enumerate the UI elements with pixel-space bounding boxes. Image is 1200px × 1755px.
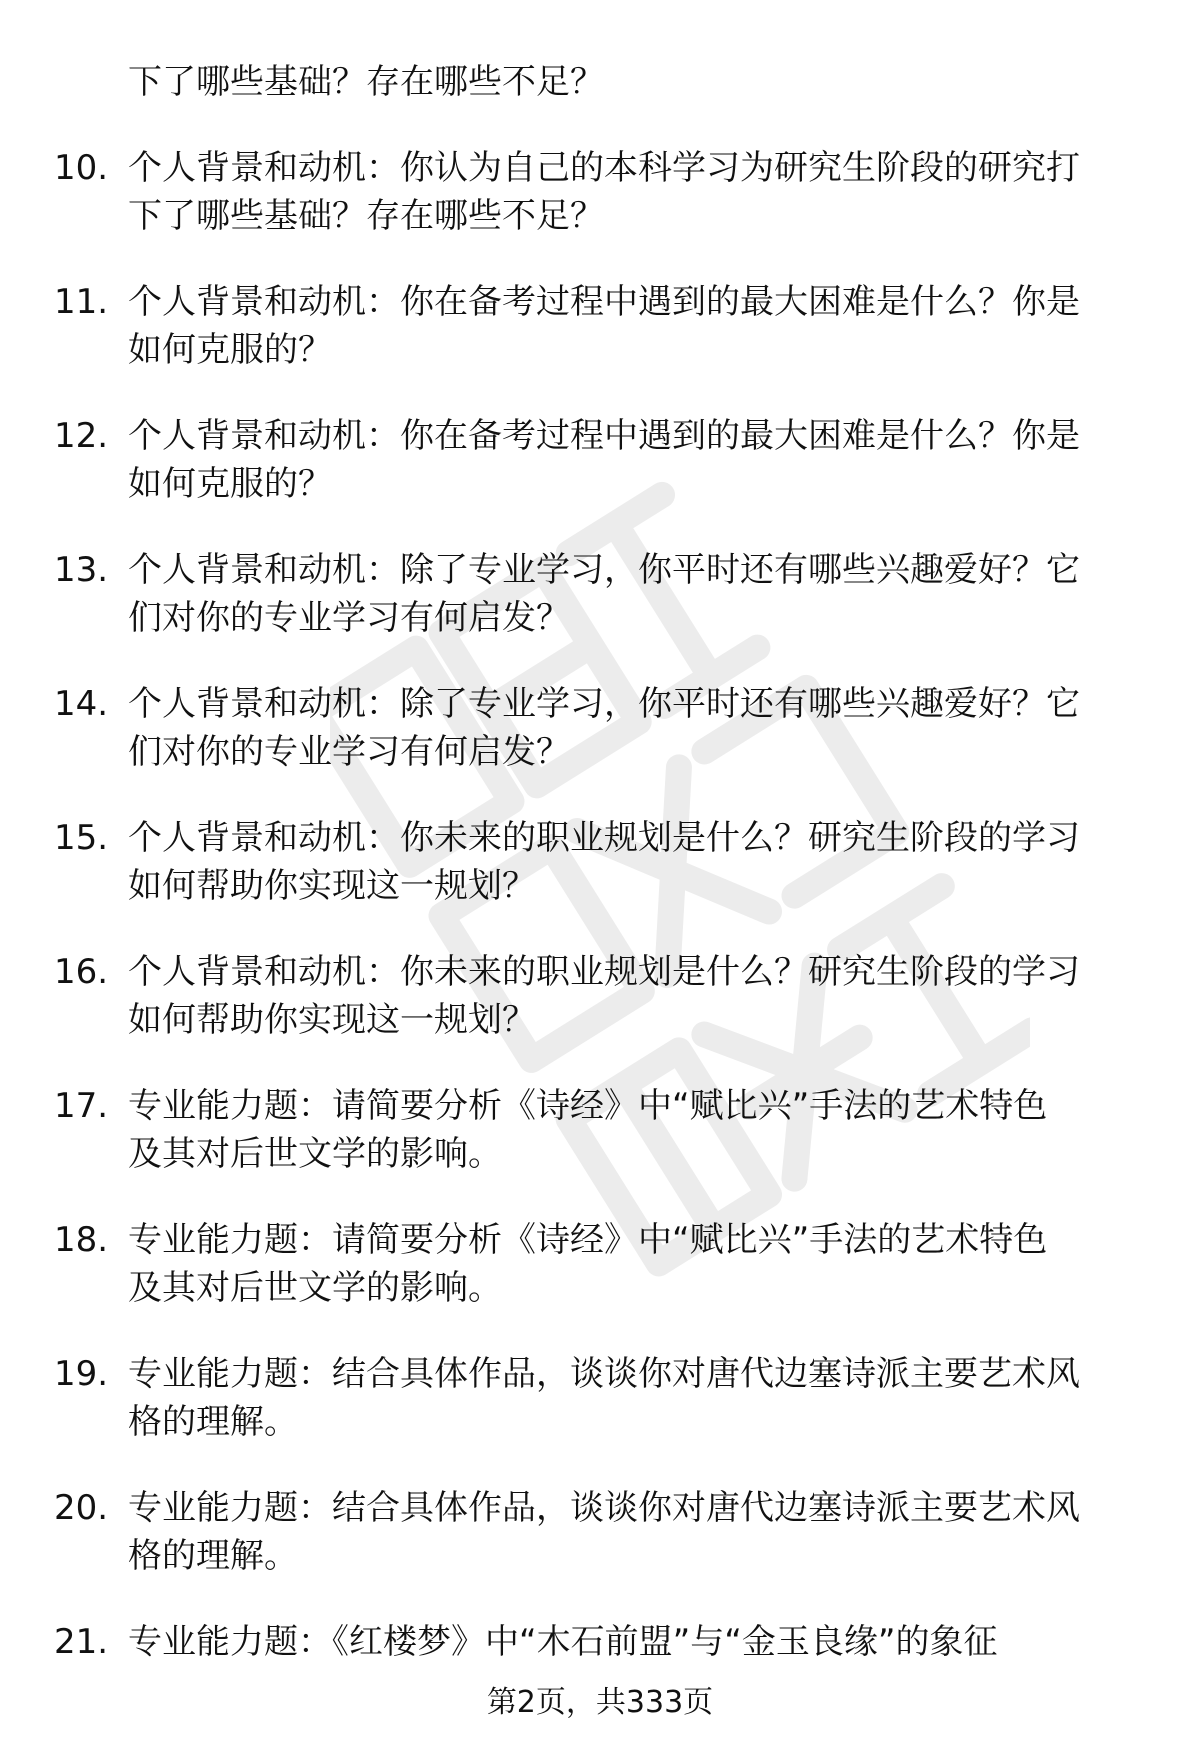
question-line: 个人背景和动机：你认为自己的本科学习为研究生阶段的研究打	[128, 148, 1080, 188]
question-line: 专业能力题：请简要分析《诗经》中“赋比兴”手法的艺术特色	[128, 1086, 1048, 1126]
question-text	[128, 1618, 1138, 1666]
question-number: 12.	[54, 416, 109, 456]
question-line: 个人背景和动机：除了专业学习，你平时还有哪些兴趣爱好？它	[128, 684, 1080, 724]
question-item-20	[0, 1484, 1200, 1580]
question-number: 10.	[54, 148, 109, 188]
question-line: 如何帮助你实现这一规划？	[128, 866, 536, 906]
question-number: 15.	[54, 818, 109, 858]
question-item-11	[0, 278, 1200, 374]
question-text	[128, 278, 1138, 374]
question-text	[128, 1350, 1138, 1446]
question-text	[128, 412, 1138, 508]
question-line: 专业能力题：结合具体作品，谈谈你对唐代边塞诗派主要艺术风	[128, 1354, 1080, 1394]
question-item-17	[0, 1082, 1200, 1178]
question-line: 们对你的专业学习有何启发？	[128, 598, 570, 638]
question-line: 格的理解。	[128, 1536, 298, 1576]
question-item-19	[0, 1350, 1200, 1446]
question-line: 如何克服的？	[128, 464, 332, 504]
question-line: 个人背景和动机：除了专业学习，你平时还有哪些兴趣爱好？它	[128, 550, 1080, 590]
question-text	[128, 680, 1138, 776]
question-line: 个人背景和动机：你未来的职业规划是什么？研究生阶段的学习	[128, 818, 1080, 858]
question-line: 下了哪些基础？存在哪些不足？	[128, 196, 604, 236]
question-item-14	[0, 680, 1200, 776]
question-text	[128, 948, 1138, 1044]
question-item-10	[0, 144, 1200, 240]
question-item-13	[0, 546, 1200, 642]
question-line: 专业能力题：请简要分析《诗经》中“赋比兴”手法的艺术特色	[128, 1220, 1048, 1260]
page-footer: 第2页，共333页	[486, 1685, 714, 1720]
question-number: 18.	[54, 1220, 109, 1260]
question-number: 17.	[54, 1086, 109, 1126]
question-line: 如何克服的？	[128, 330, 332, 370]
question-line: 专业能力题：结合具体作品，谈谈你对唐代边塞诗派主要艺术风	[128, 1488, 1080, 1528]
question-line: 如何帮助你实现这一规划？	[128, 1000, 536, 1040]
question-item-21	[0, 1618, 1200, 1666]
question-text	[128, 1082, 1138, 1178]
question-number: 13.	[54, 550, 109, 590]
question-line: 个人背景和动机：你在备考过程中遇到的最大困难是什么？你是	[128, 282, 1080, 322]
question-line: 及其对后世文学的影响。	[128, 1268, 502, 1308]
question-number: 20.	[54, 1488, 109, 1528]
question-text	[128, 1484, 1138, 1580]
continued-text: 下了哪些基础？存在哪些不足？	[128, 62, 604, 102]
question-number: 11.	[54, 282, 109, 322]
question-text	[128, 546, 1138, 642]
question-number: 16.	[54, 952, 109, 992]
question-text	[128, 144, 1138, 240]
question-number: 21.	[54, 1622, 109, 1662]
question-item-15	[0, 814, 1200, 910]
question-item-18	[0, 1216, 1200, 1312]
question-line: 及其对后世文学的影响。	[128, 1134, 502, 1174]
question-line: 们对你的专业学习有何启发？	[128, 732, 570, 772]
question-text	[128, 814, 1138, 910]
question-number: 14.	[54, 684, 109, 724]
question-line: 格的理解。	[128, 1402, 298, 1442]
question-line: 个人背景和动机：你在备考过程中遇到的最大困难是什么？你是	[128, 416, 1080, 456]
question-line: 专业能力题：《红楼梦》中“木石前盟”与“金玉良缘”的象征	[128, 1622, 998, 1662]
question-item-16	[0, 948, 1200, 1044]
question-text	[128, 1216, 1138, 1312]
question-number: 19.	[54, 1354, 109, 1394]
question-line: 个人背景和动机：你未来的职业规划是什么？研究生阶段的学习	[128, 952, 1080, 992]
question-item-12	[0, 412, 1200, 508]
question-list	[0, 58, 1200, 1666]
